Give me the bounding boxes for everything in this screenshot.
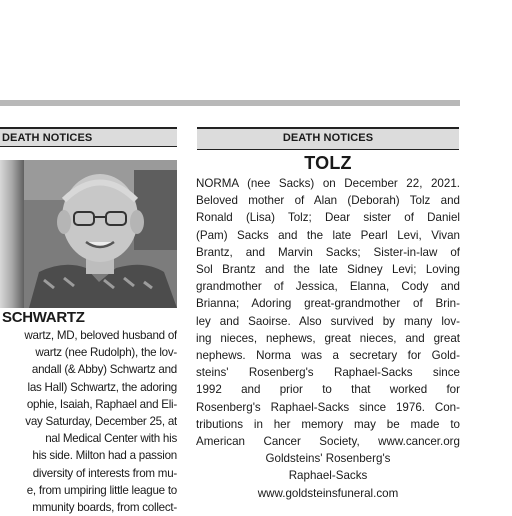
funeral-home-name: Goldsteins' Rosenberg's — [265, 452, 391, 466]
notice-body-left — [0, 327, 177, 516]
body-line: wartz (nee Rudolph), the lov- — [35, 346, 177, 360]
body-line: American Cancer Society, www.cancer.org — [196, 435, 460, 449]
body-line: ophie, Isaiah, Raphael and Eli- — [26, 397, 177, 411]
body-line: mmunity boards, from collect- — [32, 501, 177, 515]
body-line: his side. Milton had a passion — [32, 449, 177, 463]
body-line: 1992 and prior to that worked for — [196, 383, 460, 397]
portrait-photo — [24, 160, 177, 308]
body-line: steins' Rosenberg's Raphael-Sacks since — [196, 366, 460, 380]
body-line: Sol Brantz and the late Sidney Levi; Loving — [196, 263, 460, 277]
funeral-home-url: www.goldsteinsfuneral.com — [257, 486, 399, 500]
body-line: e, from umpiring little league to — [26, 483, 177, 497]
body-line: (Pam) Sacks and the late Pearl Levi, Vivan — [196, 228, 460, 242]
body-line: tributions in her memory may be made to — [196, 417, 460, 431]
body-line: NORMA (nee Sacks) on December 22, 2021. — [196, 177, 460, 190]
body-line: Brantz, and Marvin Sacks; Sister-in-law of — [196, 245, 460, 259]
section-header-left: DEATH NOTICES — [0, 127, 177, 147]
body-line: wartz, MD, beloved husband of — [24, 329, 177, 342]
photo-left-edge — [0, 160, 24, 308]
deceased-name-left: SCHWARTZ — [2, 309, 85, 326]
top-rule — [0, 100, 460, 106]
body-line: Ronald (Lisa) Tolz; Dear sister of Daniel — [196, 211, 460, 225]
body-line: Rosenberg's Raphael-Sacks since 1976. Con- — [196, 400, 460, 414]
notice-body-right — [196, 175, 460, 502]
body-line: diversity of interests from mu- — [32, 466, 177, 480]
body-line: Beloved mother of Alan (Deborah) Tolz and — [196, 194, 460, 208]
body-line: andall (& Abby) Schwartz and — [31, 363, 177, 377]
deceased-name-right: TOLZ — [304, 153, 352, 173]
body-line: nal Medical Center with his — [45, 432, 177, 446]
body-line: ley and Saoirse. Also survived by many lov- — [196, 314, 460, 328]
body-line: vay Saturday, December 25, at — [25, 415, 177, 429]
body-line: ing nieces, nephews, great nieces, and great — [196, 331, 460, 345]
body-line: grandmother of Jessica, Elanna, Cody and — [196, 280, 460, 294]
funeral-home-name: Raphael-Sacks — [288, 469, 368, 483]
body-line: las Hall) Schwartz, the adoring — [27, 380, 177, 394]
section-header-right: DEATH NOTICES — [197, 127, 459, 150]
body-line: nephews. Norma was a secretary for Gold- — [196, 349, 460, 363]
body-line: Brianna; Adoring great-grandmother of Brin- — [196, 297, 460, 311]
portrait-illustration — [24, 160, 177, 308]
